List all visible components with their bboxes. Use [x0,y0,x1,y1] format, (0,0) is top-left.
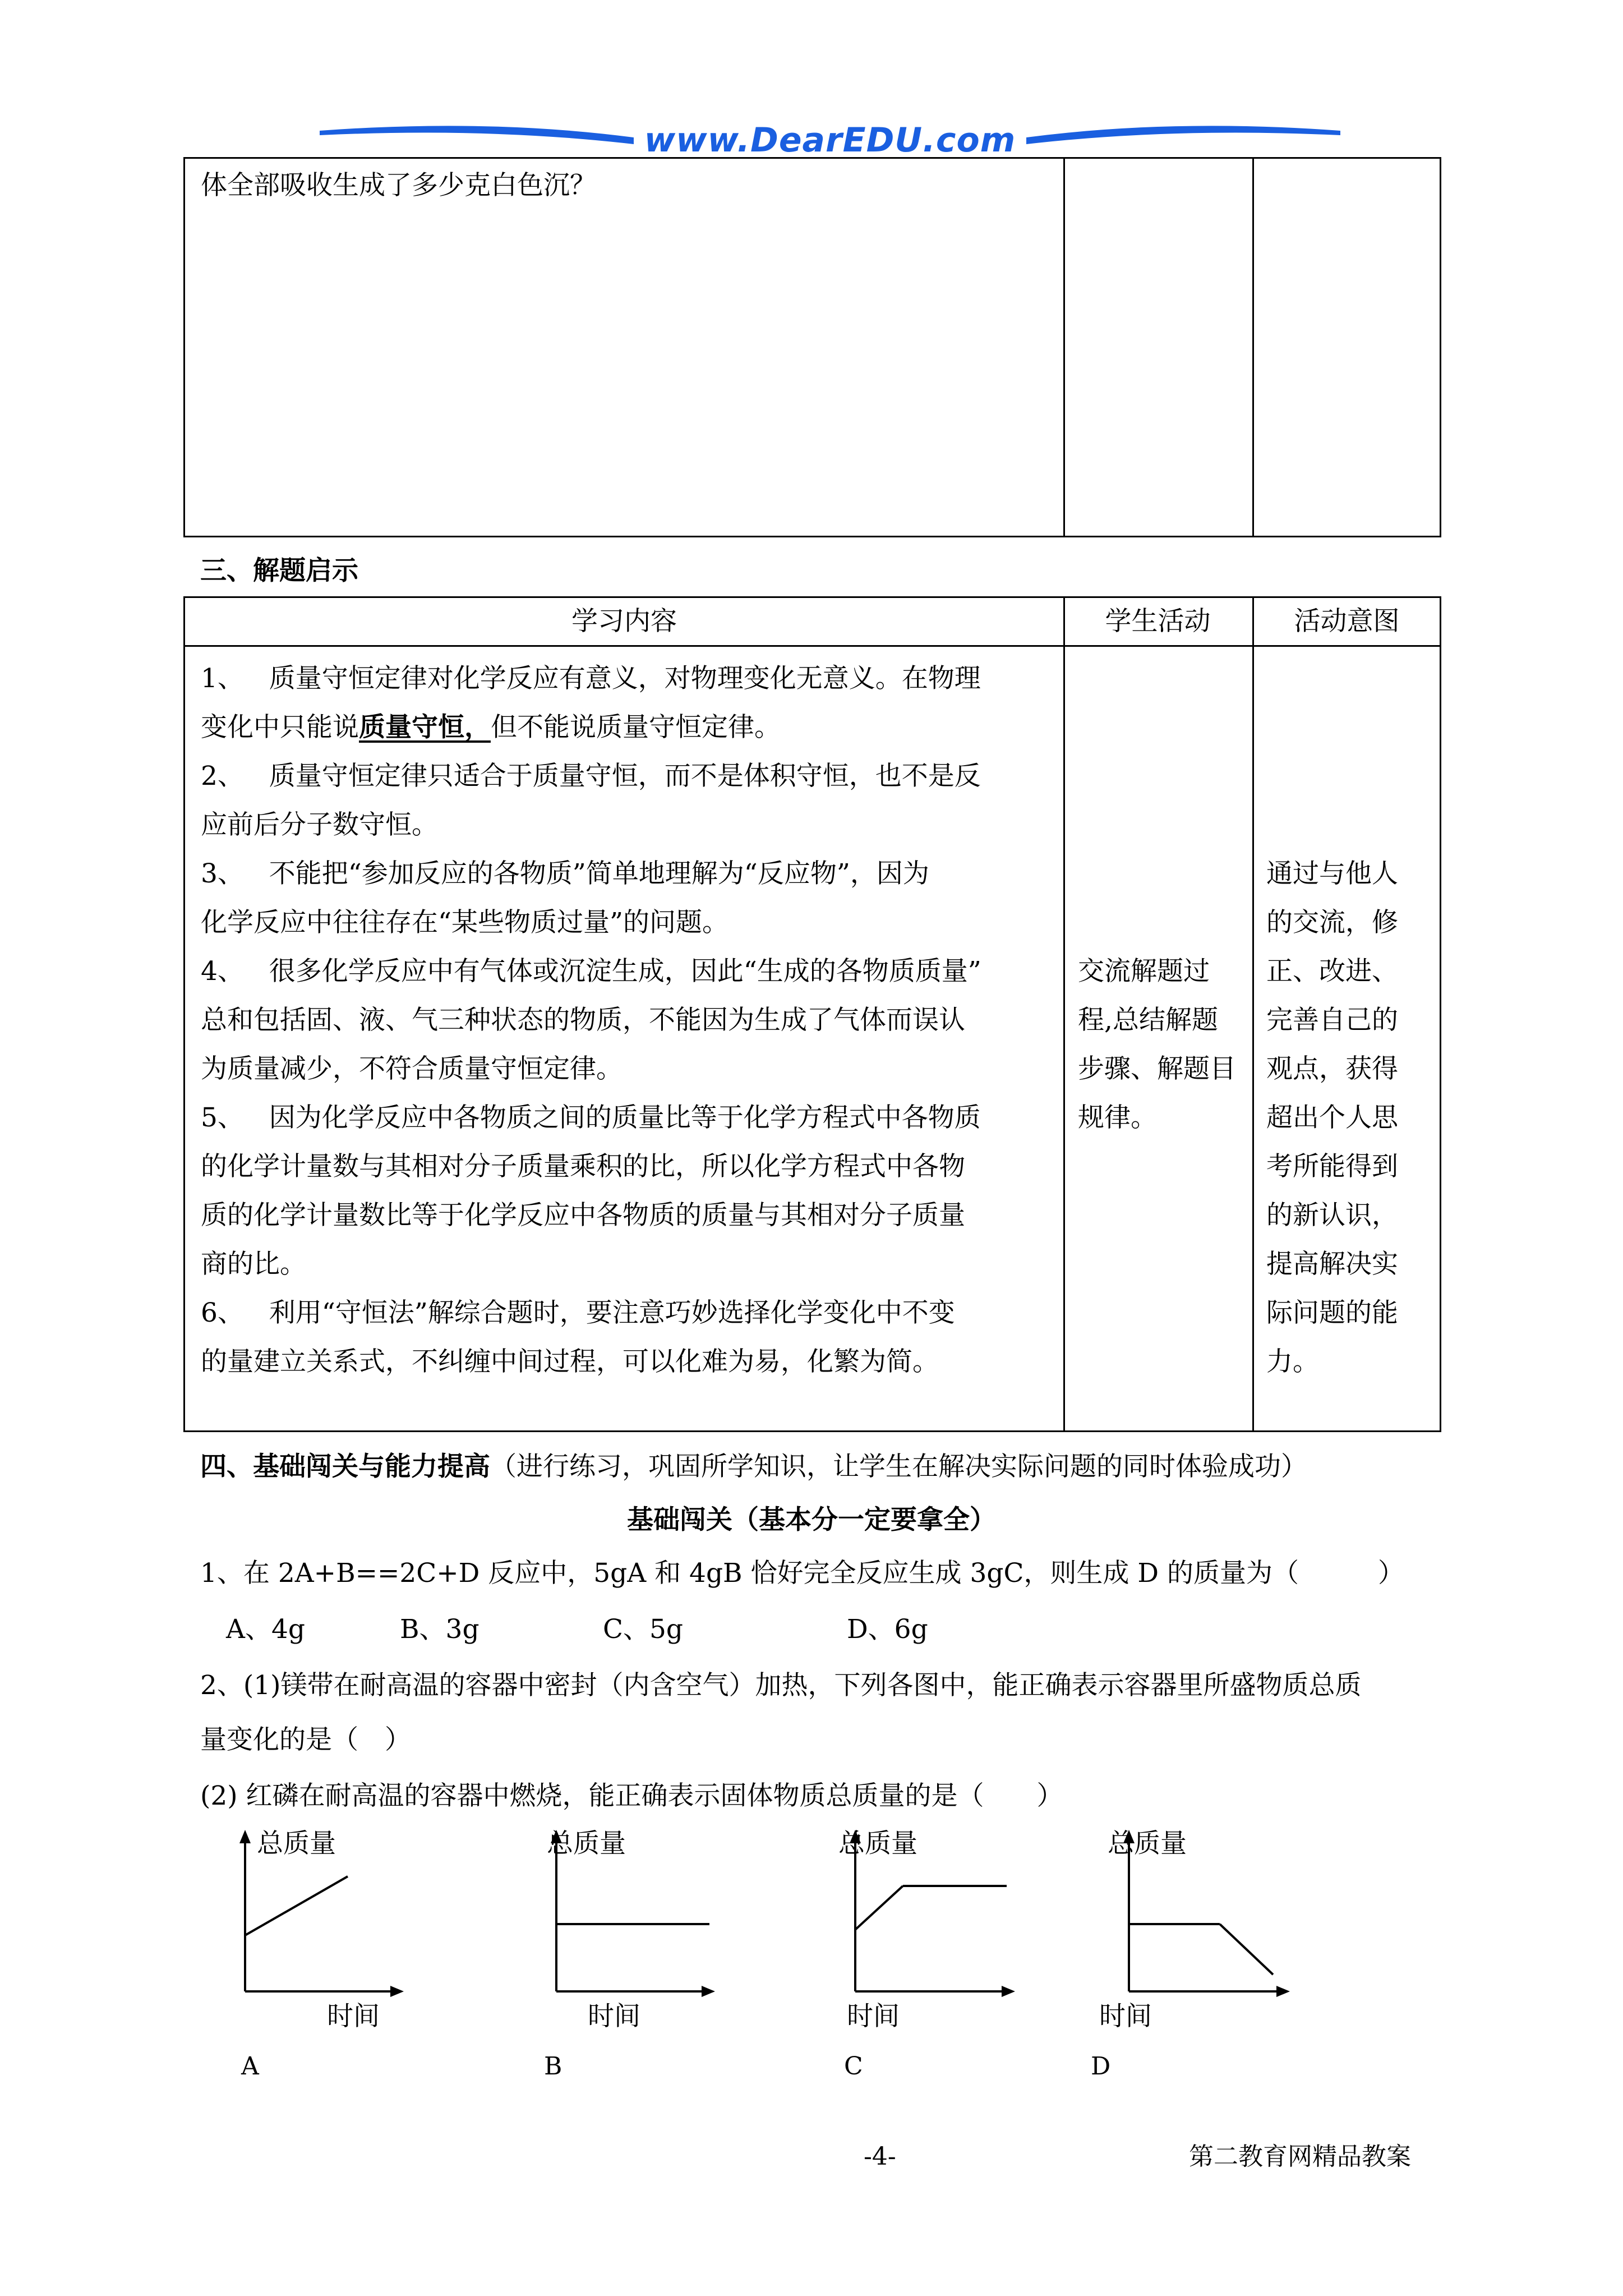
graph-d [1099,1823,1363,2047]
activity-intent-text: 通过与他人 的交流，修 正、改进、 完善自己的 观点，获得 超出个人思 考所能得到 的新认识， 提高解决实 际问题的能 力。 [1266,858,1398,1377]
section-subtitle: 基础闯关（基本分一定要拿全） [627,1504,996,1535]
student-activity-text: 交流解题过 程,总结解题 步骤、解题目 规律。 [1078,956,1236,1133]
question-2-line-1: 2、(1)镁带在耐高温的容器中密封（内含空气）加热，下列各图中，能正确表示容器里所盛物质总质 [200,1670,1362,1701]
header-student-activity: 学生活动 [1105,606,1211,637]
site-url: www.DearEDU.com [644,121,1016,160]
table-cell-text: 体全部吸收生成了多少克白色沉？ [201,170,596,201]
header-learning-content: 学习内容 [571,606,677,637]
q1-option-b: B、3g [400,1614,479,1645]
header-activity-intent: 活动意图 [1294,606,1400,637]
tip-4: 4、 很多化学反应中有气体或沉淀生成，因此“生成的各物质质量” [201,956,981,987]
graph-b-letter: B [544,2052,562,2081]
question-1: 1、在 2A+B==2C+D 反应中，5gA 和 4gB 恰好完全反应生成 3gC，则生成 D 的质量为（ ） [200,1558,1404,1589]
tip-5: 5、 因为化学反应中各物质之间的质量比等于化学方程式中各物质 [201,1102,981,1133]
tip-3: 3、 不能把“参加反应的各物质”简单地理解为“反应物”，因为 [201,858,929,889]
graph-a-letter: A [241,2052,259,2081]
section-heading-4: 四、基础闯关与能力提高（进行练习，巩固所学知识，让学生在解决实际问题的同时体验成功） [200,1451,1307,1482]
graph-a [224,1823,477,2047]
q1-option-c: C、5g [603,1614,683,1645]
graph-c-xlabel: 时间 [847,2001,900,2032]
graph-c-letter: C [844,2052,863,2081]
table-continued [183,157,1441,537]
q1-option-d: D、6g [847,1614,928,1645]
tip-1: 1、 质量守恒定律对化学反应有意义，对物理变化无意义。在物理 [201,663,981,694]
graph-d-letter: D [1091,2052,1111,2081]
section-heading-3: 三、解题启示 [200,555,358,586]
graph-a-xlabel: 时间 [327,2001,380,2032]
graph-b-ylabel: 总质量 [547,1828,626,1859]
graph-a-curve [245,1876,348,1935]
tip-6: 6、 利用“守恒法”解综合题时，要注意巧妙选择化学变化中不变 [201,1297,955,1328]
graph-c-ylabel: 总质量 [838,1828,917,1859]
tips-content: 1、 质量守恒定律对化学反应有意义，对物理变化无意义。在物理 变化中只能说质量守恒，但不能说质量守恒定律。 2、 质量守恒定律只适合于质量守恒，而不是体积守恒，也不是反 应前后分子数守恒。 3、 不能把“参加反应的各物质”简单地理解为“反应物”，因为 化学反应中往往存在“某些物质过量”的问题。 4、 很多化学反应中有气体或沉淀生成，因此“生成的各物质质量” 总和包括固、液、气三种状态的物质，不能因为生成了气体而误认 为质量减少，不符合质量守恒定律。 5、 因为化学反应中各物质之间的质量比等于化学方程式中各物质 的化学计量数与其相对分子质量乘积的比，所以化学方程式中各物 质的化学计量数比等于化学反应中各物质的质量与其相对分子质量 商的比。 6、 利用“守恒法”解综合题时，要注意巧妙选择化学变化中不变 的量建立关系式，不纠缠中间过程，可以化难为易，化繁为简。 [201,654,1053,1386]
question-2-line-2: 量变化的是（ ） [200,1724,411,1755]
page-number: -4- [864,2142,896,2171]
graph-c-curve-rise [855,1886,903,1930]
graph-b [536,1823,788,2047]
tip-2: 2、 质量守恒定律只适合于质量守恒，而不是体积守恒，也不是反 [201,761,981,792]
emphasis-mass-conservation: 质量守恒， [359,712,491,743]
graph-d-ylabel: 总质量 [1108,1828,1187,1859]
footer-source: 第二教育网精品教案 [1189,2142,1411,2171]
question-2-line-3: (2) 红磷在耐高温的容器中燃烧，能正确表示固体物质总质量的是（ ） [200,1780,1063,1811]
tips-table [183,596,1441,1432]
q1-option-a: A、4g [226,1614,305,1645]
graph-d-xlabel: 时间 [1099,2001,1152,2032]
graph-d-curve-fall [1220,1924,1273,1975]
graph-c [838,1823,1091,2047]
graph-a-ylabel: 总质量 [257,1828,336,1859]
graph-b-xlabel: 时间 [588,2001,640,2032]
